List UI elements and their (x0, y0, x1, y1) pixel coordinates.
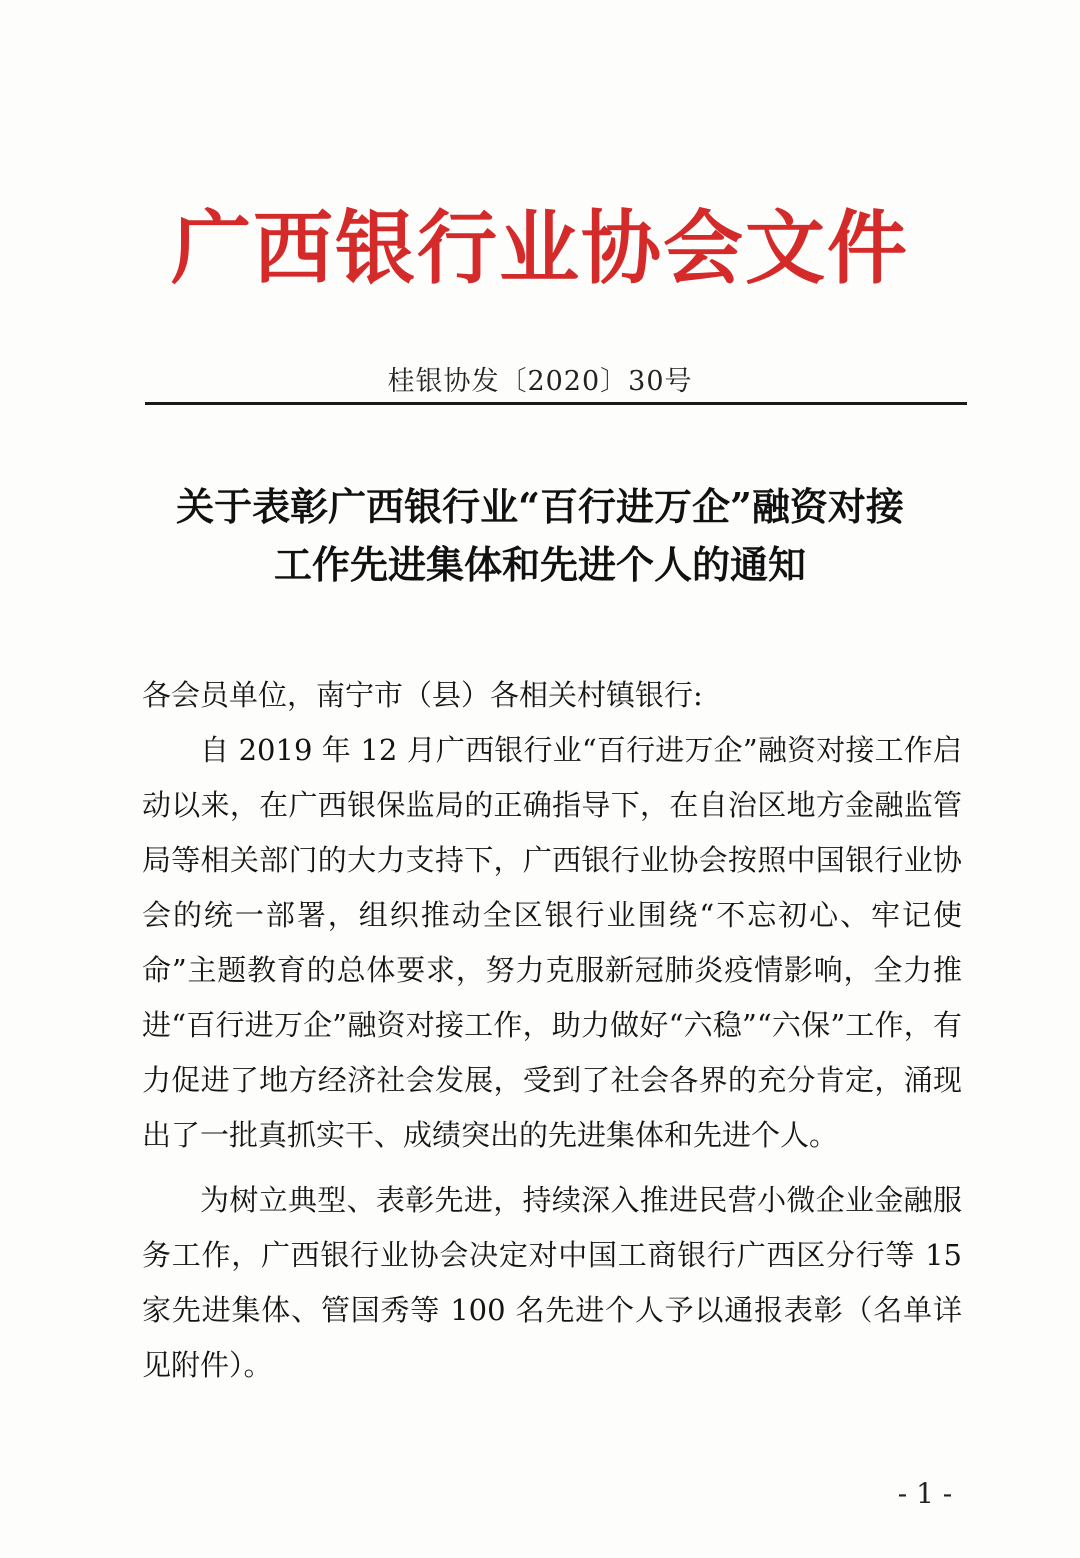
notice-title-line-1: 关于表彰广西银行业“百行进万企”融资对接 (176, 484, 904, 529)
document-number: 桂银协发〔2020〕30号 (387, 366, 693, 397)
notice-body (142, 668, 962, 1393)
salutation: 各会员单位，南宁市（县）各相关村镇银行: (142, 678, 703, 712)
notice-title-line-2: 工作先进集体和先进个人的通知 (273, 542, 806, 587)
paragraph-2: 为树立典型、表彰先进，持续深入推进民营小微企业金融服务工作，广西银行业协会决定对中国工商银行广西区分行等 15 家先进集体、管国秀等 100 名先进个人予以通报表彰（名单详见附件）。 (142, 1183, 962, 1382)
header-divider (145, 402, 967, 405)
page-number: - 1 - (897, 1477, 953, 1510)
document-header-title: 广西银行业协会文件 (171, 201, 909, 295)
paragraph-1: 自 2019 年 12 月广西银行业“百行进万企”融资对接工作启动以来，在广西银保监局的正确指导下，在自治区地方金融监管局等相关部门的大力支持下，广西银行业协会按照中国银行业协会的统一部署，组织推动全区银行业围绕“不忘初心、牢记使命”主题教育的总体要求，努力克服新冠肺炎疫情影响，全力推进“百行进万企”融资对接工作，助力做好“六稳”“六保”工作，有力促进了地方经济社会发展，受到了社会各界的充分肯定，涌现出了一批真抓实干、成绩突出的先进集体和先进个人。 (142, 733, 962, 1152)
notice-title (90, 478, 990, 594)
